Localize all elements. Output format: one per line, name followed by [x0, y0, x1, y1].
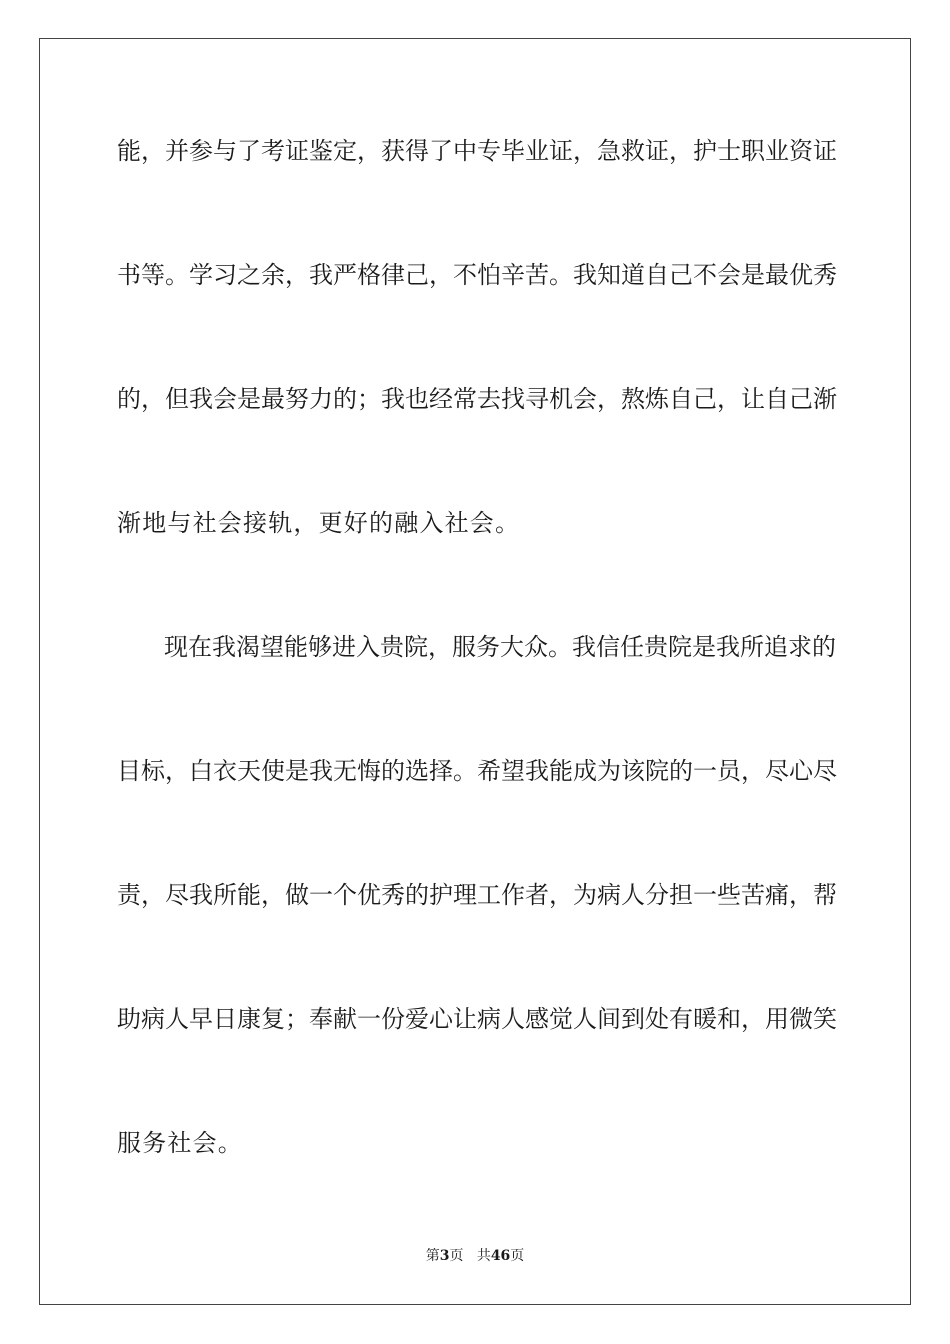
footer-page-number: 3: [439, 1248, 450, 1264]
body-line-1: 能，并参与了考证鉴定，获得了中专毕业证，急救证，护士职业资证: [117, 137, 837, 165]
body-line-9: 服务社会。: [117, 1129, 243, 1157]
footer-total-pages: 46: [490, 1248, 511, 1264]
footer-page-suffix: 页: [449, 1248, 464, 1264]
page-footer: [0, 1246, 950, 1266]
body-line-4: 渐地与社会接轨，更好的融入社会。: [117, 509, 521, 537]
footer-total-suffix: 页: [510, 1248, 525, 1264]
body-line-2: 书等。学习之余，我严格律己，不怕辛苦。我知道自己不会是最优秀: [117, 261, 837, 289]
body-line-7: 责，尽我所能，做一个优秀的护理工作者，为病人分担一些苦痛，帮: [117, 881, 837, 909]
footer-total-prefix: 共: [476, 1248, 491, 1264]
body-line-8: 助病人早日康复；奉献一份爱心让病人感觉人间到处有暖和，用微笑: [117, 1005, 837, 1033]
body-line-6: 目标，白衣天使是我无悔的选择。希望我能成为该院的一员，尽心尽: [117, 757, 837, 785]
body-line-3: 的，但我会是最努力的；我也经常去找寻机会，熬炼自己，让自己渐: [117, 385, 837, 413]
body-line-5: 现在我渴望能够进入贵院，服务大众。我信任贵院是我所追求的: [164, 633, 836, 661]
footer-page-prefix: 第: [425, 1248, 440, 1264]
page-border: [39, 38, 911, 1305]
